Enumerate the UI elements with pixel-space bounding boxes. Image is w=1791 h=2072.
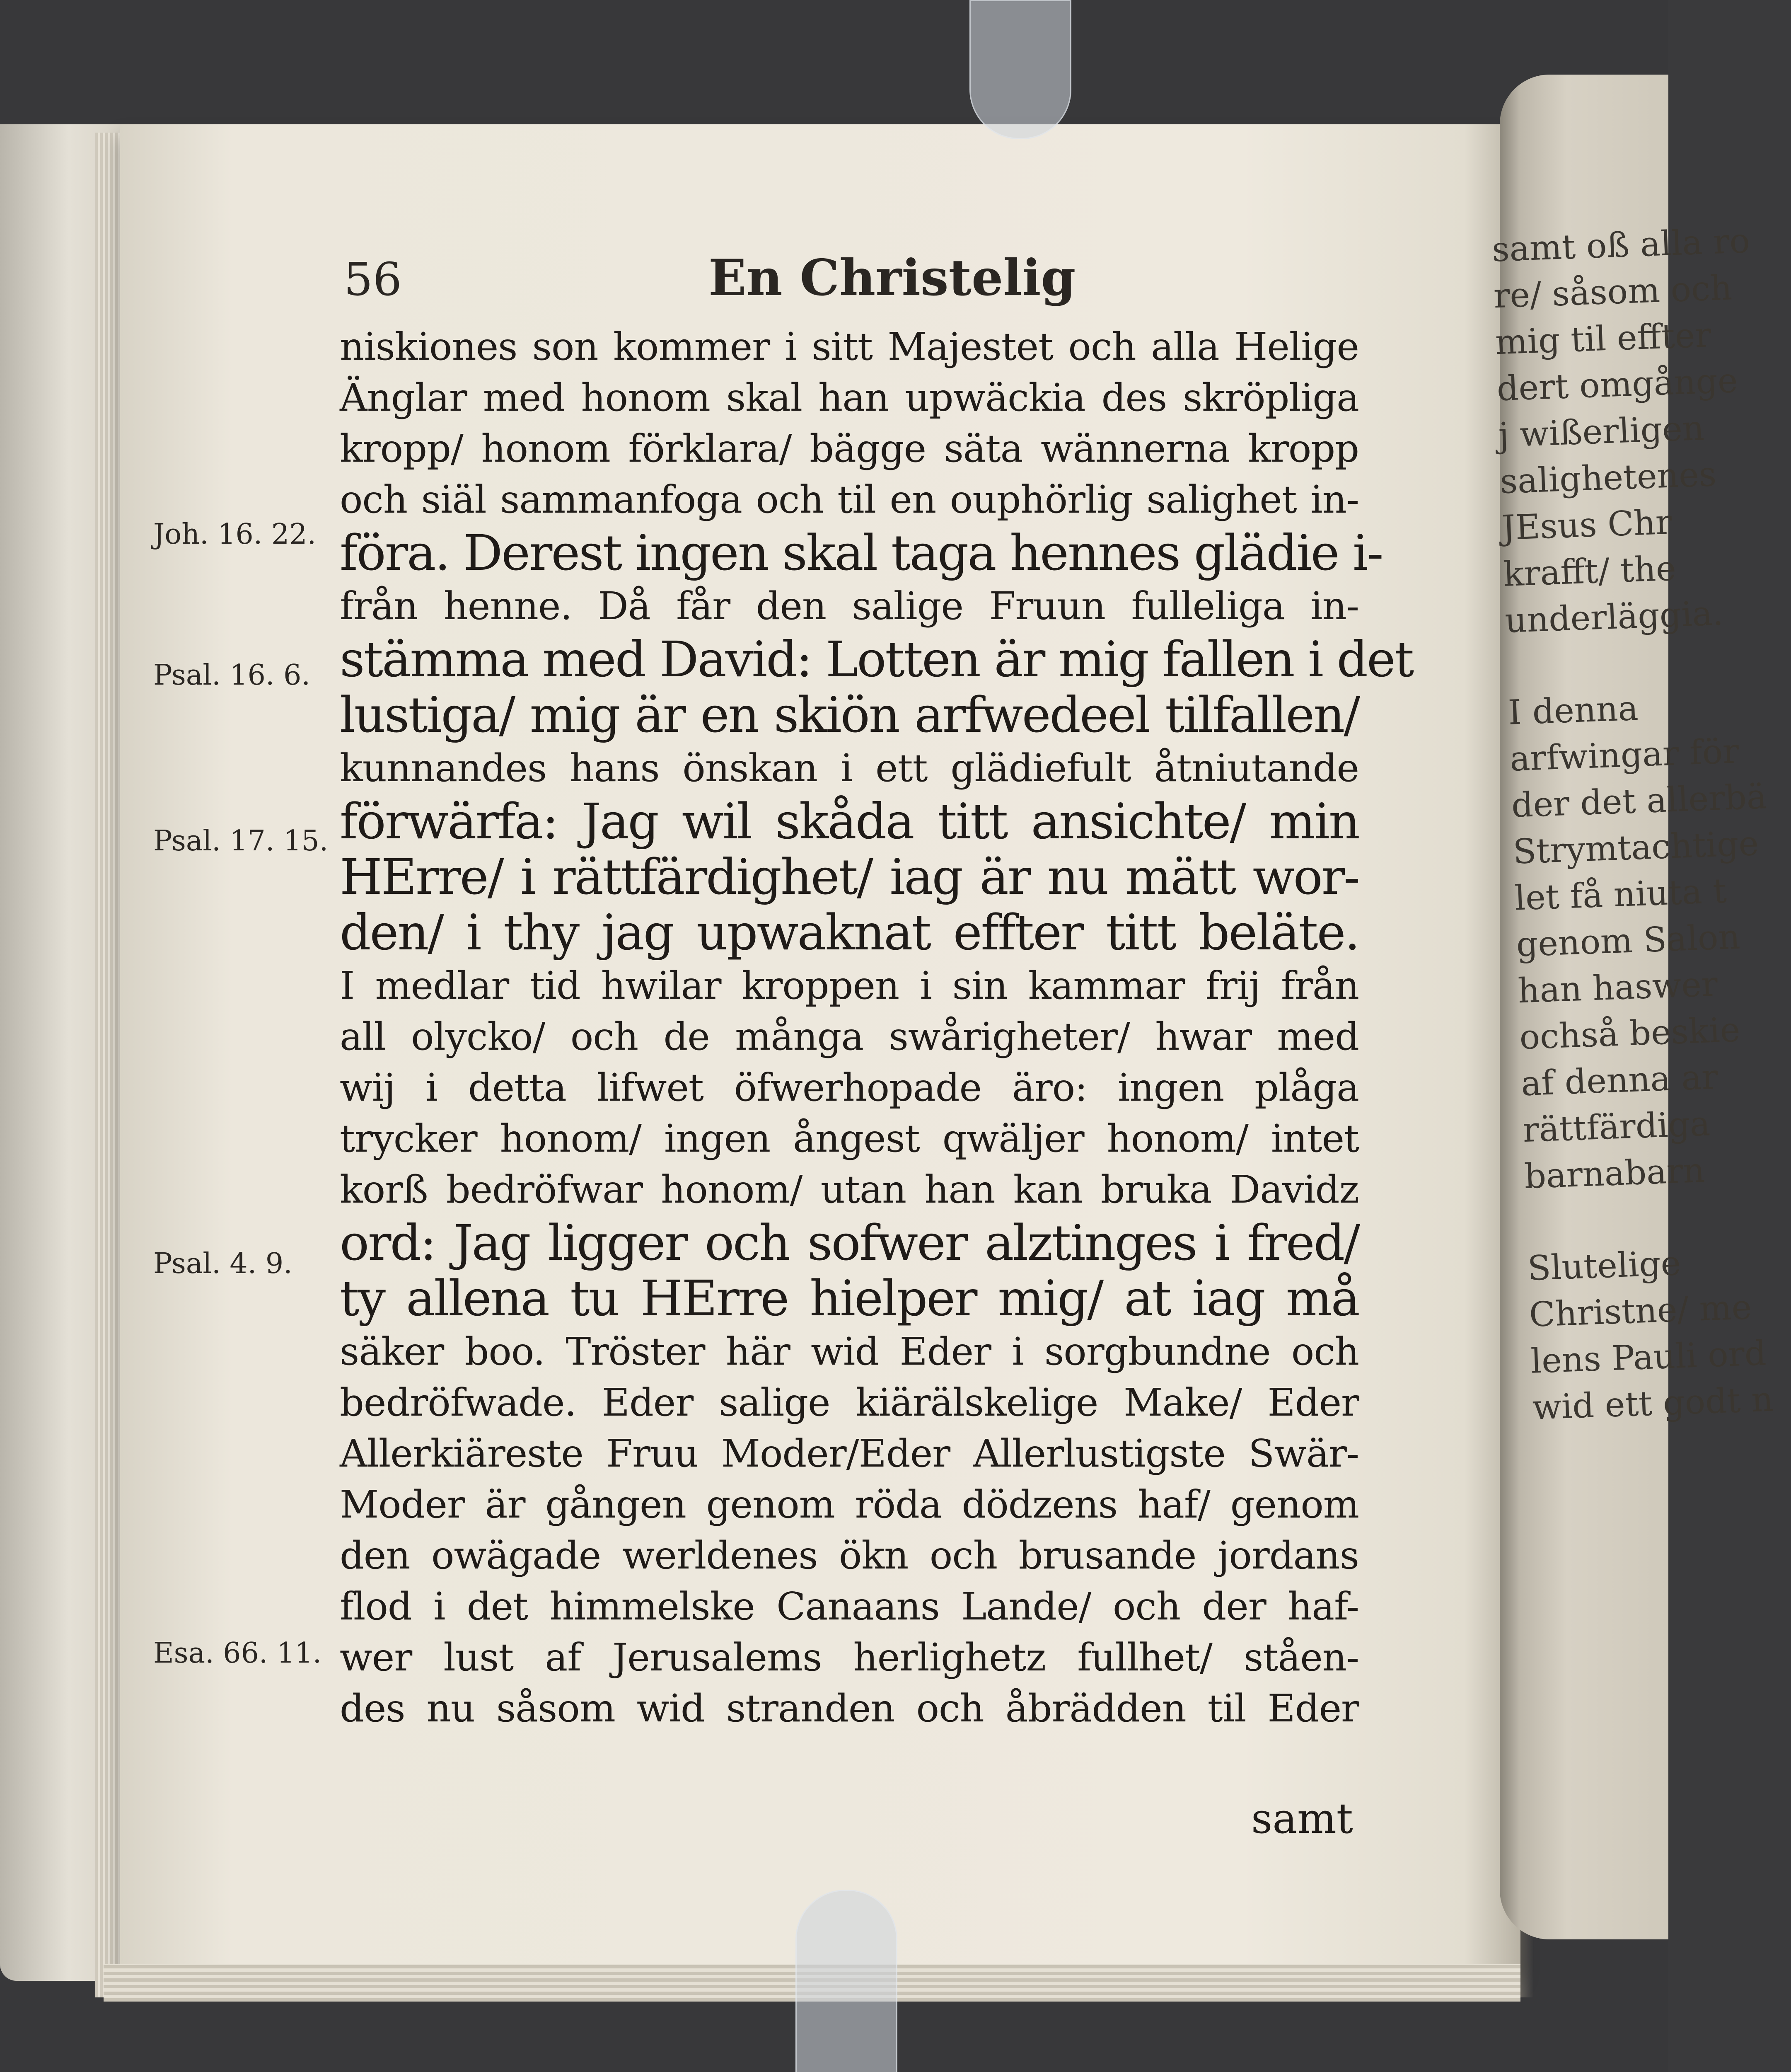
- text-line: Allerkiäreste Fruu Moder/Eder Allerlustigste Swär-: [340, 1431, 1359, 1476]
- next-page-line: dert omgånge: [1496, 361, 1738, 409]
- next-page-line: j wißerligen: [1498, 408, 1705, 455]
- next-page-line: der det allerbä: [1511, 777, 1768, 825]
- text-line: wij i detta lifwet öfwerhopade äro: ingen plåga: [340, 1065, 1359, 1110]
- text-line: och siäl sammanfoga och til en ouphörlig salighet in-: [340, 477, 1359, 522]
- margin-reference: Psal. 4. 9.: [153, 1247, 292, 1280]
- next-page-line: lens Pauli ord: [1530, 1334, 1767, 1381]
- next-page-line: underläggia.: [1504, 593, 1724, 641]
- page-holder-clip-top: [969, 0, 1071, 139]
- next-page-line: Strymtachtige: [1512, 823, 1760, 872]
- text-line: föra. Derest ingen skal taga hennes glädie i-: [340, 524, 1383, 581]
- text-line: kropp/ honom förklara/ bägge säta wännerna kropp: [340, 426, 1359, 471]
- text-line: Änglar med honom skal han upwäckia des skröpliga: [340, 375, 1359, 420]
- next-page-line: wid ett godt n: [1532, 1380, 1774, 1428]
- text-line: den owägade werldenes ökn och brusande jordans: [340, 1533, 1359, 1578]
- text-line: säker boo. Tröster här wid Eder i sorgbundne och: [340, 1329, 1359, 1374]
- page-number: 56: [344, 253, 402, 306]
- text-line: I medlar tid hwilar kroppen i sin kammar frij från: [340, 963, 1359, 1008]
- next-page-line: ochså beskie: [1519, 1010, 1741, 1058]
- margin-reference: Psal. 17. 15.: [153, 825, 329, 857]
- next-page-line: samt oß alla ro: [1491, 221, 1751, 270]
- next-page-line: salighetenes: [1499, 454, 1717, 502]
- text-line: trycker honom/ ingen ångest qwäljer honom/ intet: [340, 1116, 1359, 1161]
- next-page-line: mig til effter: [1494, 315, 1712, 363]
- text-line: från henne. Då får den salige Fruun fulleliga in-: [340, 584, 1359, 628]
- next-page-line: I denna: [1507, 688, 1639, 733]
- text-line: wer lust af Jerusalems herlighetz fullhet/ ståen-: [340, 1635, 1359, 1680]
- next-page-line: krafft/ the: [1503, 549, 1677, 594]
- text-line: bedröfwade. Eder salige kiärälskelige Make/ Eder: [340, 1380, 1359, 1425]
- text-line: des nu såsom wid stranden och åbrädden til Eder: [340, 1686, 1359, 1731]
- text-line: flod i det himmelske Canaans Lande/ och der haf-: [340, 1584, 1359, 1629]
- text-line: förwärfa: Jag wil skåda titt ansichte/ min: [340, 793, 1359, 850]
- text-line: ord: Jag ligger och sofwer alztinges i fred/: [340, 1214, 1359, 1271]
- next-page-line: arfwingar för: [1509, 731, 1740, 779]
- text-line: lustiga/ mig är en skiön arfwedeel tilfallen/: [340, 686, 1359, 743]
- next-page-line: genom Salon: [1515, 917, 1741, 965]
- text-line: Moder är gången genom röda dödzens haf/ genom: [340, 1482, 1359, 1527]
- text-line: korß bedröfwar honom/ utan han kan bruka Davidz: [340, 1167, 1359, 1212]
- margin-reference: Esa. 66. 11.: [153, 1637, 322, 1670]
- text-line: ty allena tu HErre hielper mig/ at iag må: [340, 1270, 1359, 1327]
- next-page-line: Slutelige: [1527, 1244, 1682, 1288]
- text-line: niskiones son kommer i sitt Majestet och alla Helige: [340, 324, 1359, 369]
- text-line: all olycko/ och de många swårigheter/ hwar med: [340, 1014, 1359, 1059]
- margin-reference: Psal. 16. 6.: [153, 659, 310, 692]
- text-line: HErre/ i rättfärdighet/ iag är nu mätt wor-: [340, 848, 1359, 905]
- next-page-line: af denna ar: [1520, 1057, 1718, 1104]
- next-page-line: re/ såsom och: [1493, 268, 1733, 316]
- next-page-line: barnabarn: [1523, 1150, 1706, 1197]
- text-line: kunnandes hans önskan i ett glädiefult åtniutande: [340, 746, 1359, 790]
- next-page-line: han haswer: [1517, 964, 1718, 1011]
- next-page-line: Christne/ me: [1528, 1288, 1752, 1335]
- body-text: [340, 321, 1413, 1734]
- margin-reference: Joh. 16. 22.: [153, 518, 317, 551]
- page-header: [344, 249, 1359, 311]
- text-line: den/ i thy jag upwaknat effter titt beläte.: [340, 904, 1359, 961]
- running-head: En Christelig: [708, 249, 1076, 307]
- page-holder-clip-bottom: [795, 1890, 897, 2072]
- text-line: stämma med David: Lotten är mig fallen i det: [340, 631, 1413, 688]
- next-page-line: let få niuta t: [1514, 871, 1728, 918]
- catchword: samt: [1251, 1794, 1353, 1843]
- next-page-line: rättfärdiga: [1522, 1104, 1711, 1150]
- next-page-line: JEsus Chr: [1501, 502, 1673, 548]
